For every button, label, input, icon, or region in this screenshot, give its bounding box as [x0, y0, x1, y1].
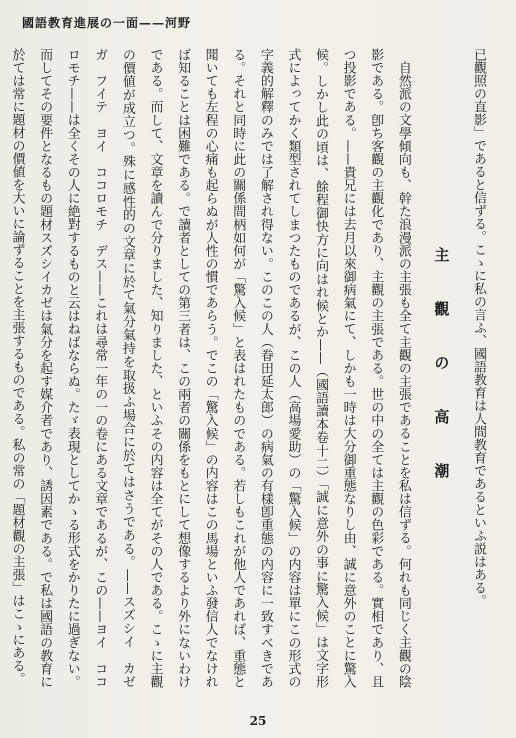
paragraph-continuation: 已觀照の直影」であると信ずる。こゝに私の言ふ、國語教育は人間教育であるといふ説はある。 — [471, 48, 486, 607]
section-heading: 主 觀 の 高 潮 — [432, 246, 451, 490]
page-number: 25 — [249, 714, 267, 728]
body-text — [9, 48, 492, 701]
paragraph-main: 自然派の文學傾向も、幹た浪漫派の主張も全て主觀の主張であることを私は信ずる。何れも同じく主觀の陰影である。卽ち客觀の主觀化であり、主觀の主張である。世の中の全ては主觀の色彩である。實相であり、且つ投影である。——貴兄には去月以來御病氣にて、しかも一時は大分御重態なりし由、誠に意外のことに驚入候。しかし此の頃は、餘程御快方に向はれ候とか——（國語讀本卷十二）「誠に意外の事に驚入候」は文字形式によってかく類型されてしまつたものであるが、この人（高場愛助）の「驚入候」の内容は單にこの形式の字義的解釋のみでは了解され得ない。このこの人（眷田延太郎）の病氣の有樣卽重態の内容に一致すべきである。それと同時に此の關係間柄如何が「驚入候」と表はれたものである。若しもこれが他人であれば、重態と聞いても左程の心痛も起らぬが人性の慣であらう。でこの「驚入候」の内容はこの馬場といふ發信人でなければ知ることは困難である。で讀者としての第三者は、この兩者の關係をもとにして想像するより外にないわけである。而して、文章を讀んで分りました、知りました、といふその内容は全てがその人である。こゝに主觀の價値が成立つ。殊に感性的の文章に於て氣分氣持を取扱ふ場合に於てはさうである。——スズシイ カゼ ガ フイテ ヨイ ココロモチ デス——これは尋常一年の一の卷にある文章であるが、この——ヨイ ココロモチ——は全くその人に絶對するものと云はねばならぬ。たゞ表現としてかゝる形式をかりたに過ぎない。而してその要件となるもの題材スズシイカゼは氣分を起す媒介者であり、誘因素である。で私は國語の教育に於ては常に題材の價値を大いに論ずることを主張するものである。私の常の「題材觀の主張」はこゝにある。 — [9, 48, 411, 701]
running-head: 國語教育進展の一面——河野 — [22, 16, 192, 30]
